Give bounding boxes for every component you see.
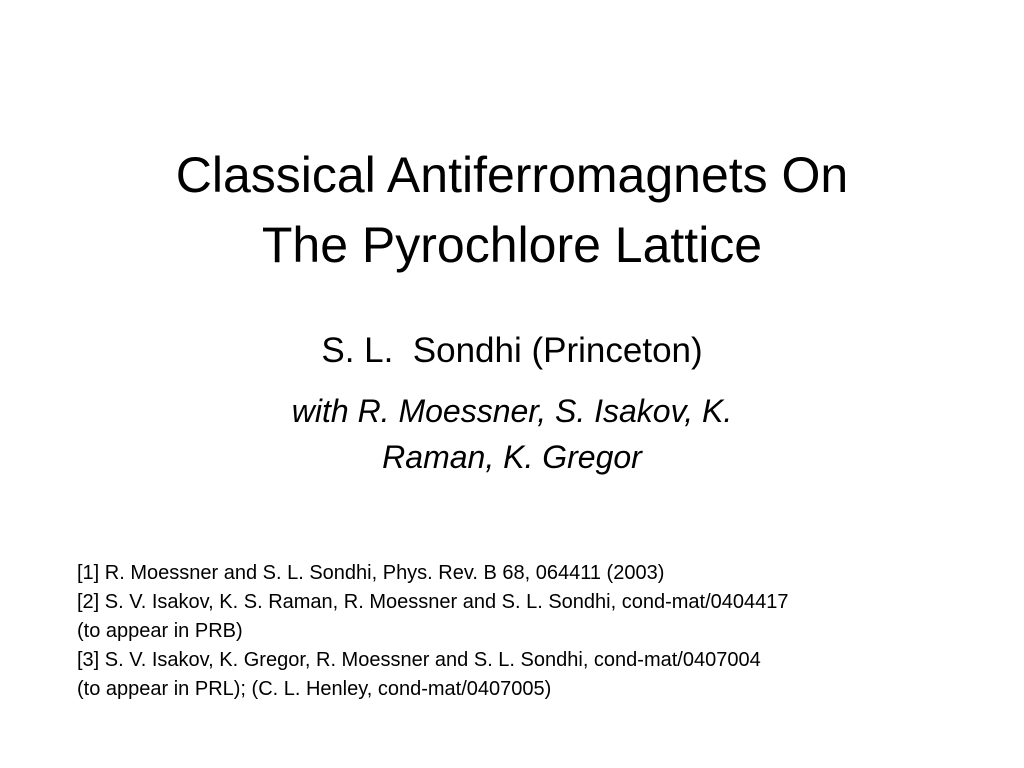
reference-2-continuation: (to appear in PRB): [77, 620, 243, 642]
title-line-2: The Pyrochlore Lattice: [261, 217, 763, 273]
collaborators-line-2: Raman, K. Gregor: [382, 439, 642, 475]
reference-3-continuation: (to appear in PRL); (C. L. Henley, cond-mat/0407005): [77, 678, 552, 700]
reference-2: [2] S. V. Isakov, K. S. Raman, R. Moessner and S. L. Sondhi, cond-mat/0404417: [77, 591, 789, 613]
slide-title: [0, 140, 1024, 280]
title-line-1: Classical Antiferromagnets On: [175, 147, 849, 203]
reference-1: [1] R. Moessner and S. L. Sondhi, Phys. Rev. B 68, 064411 (2003): [77, 562, 665, 584]
reference-3: [3] S. V. Isakov, K. Gregor, R. Moessner and S. L. Sondhi, cond-mat/0407004: [77, 649, 761, 671]
collaborators: [0, 388, 1024, 480]
references-list: [77, 559, 1007, 704]
author-line: S. L. Sondhi (Princeton): [321, 331, 703, 370]
collaborators-line-1: with R. Moessner, S. Isakov, K.: [291, 393, 733, 429]
